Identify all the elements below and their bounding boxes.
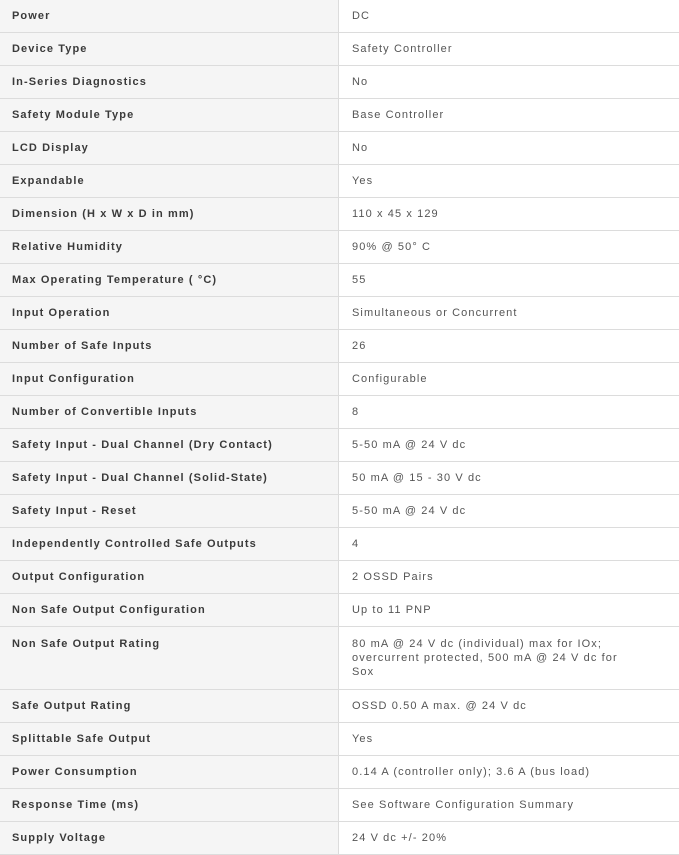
spec-label: Expandable (0, 165, 339, 198)
spec-label: Output Configuration (0, 561, 339, 594)
spec-value: 50 mA @ 15 - 30 V dc (339, 462, 679, 495)
spec-label: Safety Input - Dual Channel (Dry Contact) (0, 429, 339, 462)
spec-row-input-configuration (0, 363, 679, 396)
spec-label: Number of Safe Inputs (0, 330, 339, 363)
spec-row-non-safe-output-configuration (0, 594, 679, 627)
spec-value: Base Controller (339, 99, 679, 132)
spec-row-in-series-diagnostics (0, 66, 679, 99)
spec-value: No (339, 132, 679, 165)
spec-value: Simultaneous or Concurrent (339, 297, 679, 330)
spec-row-splittable-safe-output (0, 723, 679, 756)
spec-row-number-of-safe-inputs (0, 330, 679, 363)
spec-row-safety-module-type (0, 99, 679, 132)
spec-value: See Software Configuration Summary (339, 789, 679, 822)
spec-value: Safety Controller (339, 33, 679, 66)
spec-label: Power Consumption (0, 756, 339, 789)
spec-label: Power (0, 0, 339, 33)
spec-row-safety-input-reset (0, 495, 679, 528)
spec-label: Supply Voltage (0, 822, 339, 855)
spec-row-device-type (0, 33, 679, 66)
spec-label: Max Operating Temperature ( °C) (0, 264, 339, 297)
spec-value: DC (339, 0, 679, 33)
spec-label: Splittable Safe Output (0, 723, 339, 756)
spec-label: Input Operation (0, 297, 339, 330)
spec-value: 110 x 45 x 129 (339, 198, 679, 231)
spec-row-input-operation (0, 297, 679, 330)
spec-row-lcd-display (0, 132, 679, 165)
spec-row-output-configuration (0, 561, 679, 594)
spec-row-power-consumption (0, 756, 679, 789)
spec-label: Safety Input - Dual Channel (Solid-State) (0, 462, 339, 495)
spec-value: Yes (339, 723, 679, 756)
spec-label: In-Series Diagnostics (0, 66, 339, 99)
spec-row-power (0, 0, 679, 33)
spec-row-response-time (0, 789, 679, 822)
spec-row-dimension (0, 198, 679, 231)
spec-value: 0.14 A (controller only); 3.6 A (bus load) (339, 756, 679, 789)
spec-value: 24 V dc +/- 20% (339, 822, 679, 855)
spec-label: Response Time (ms) (0, 789, 339, 822)
spec-value: Yes (339, 165, 679, 198)
spec-row-number-of-convertible-inputs (0, 396, 679, 429)
spec-value: 55 (339, 264, 679, 297)
spec-value: 4 (339, 528, 679, 561)
spec-label: Device Type (0, 33, 339, 66)
spec-label: Number of Convertible Inputs (0, 396, 339, 429)
spec-row-safety-input-solid-state (0, 462, 679, 495)
spec-row-safe-output-rating (0, 690, 679, 723)
spec-label: Input Configuration (0, 363, 339, 396)
spec-value: 5-50 mA @ 24 V dc (339, 429, 679, 462)
spec-label: Dimension (H x W x D in mm) (0, 198, 339, 231)
spec-row-non-safe-output-rating (0, 627, 679, 690)
spec-value: 2 OSSD Pairs (339, 561, 679, 594)
spec-value: No (339, 66, 679, 99)
spec-row-max-operating-temperature (0, 264, 679, 297)
spec-row-supply-voltage (0, 822, 679, 855)
spec-label: LCD Display (0, 132, 339, 165)
spec-label: Safe Output Rating (0, 690, 339, 723)
spec-row-expandable (0, 165, 679, 198)
spec-label: Relative Humidity (0, 231, 339, 264)
spec-value: 80 mA @ 24 V dc (individual) max for IOx; overcurrent protected, 500 mA @ 24 V dc for Sox (339, 627, 679, 690)
spec-row-safety-input-dry-contact (0, 429, 679, 462)
spec-value: 8 (339, 396, 679, 429)
spec-value: 90% @ 50° C (339, 231, 679, 264)
spec-label: Independently Controlled Safe Outputs (0, 528, 339, 561)
spec-row-independently-controlled-safe-outputs (0, 528, 679, 561)
spec-value: 5-50 mA @ 24 V dc (339, 495, 679, 528)
spec-label: Safety Input - Reset (0, 495, 339, 528)
spec-label: Safety Module Type (0, 99, 339, 132)
spec-row-relative-humidity (0, 231, 679, 264)
spec-label: Non Safe Output Configuration (0, 594, 339, 627)
spec-value: Configurable (339, 363, 679, 396)
spec-value: 26 (339, 330, 679, 363)
spec-label: Non Safe Output Rating (0, 627, 339, 690)
spec-value: OSSD 0.50 A max. @ 24 V dc (339, 690, 679, 723)
spec-value: Up to 11 PNP (339, 594, 679, 627)
